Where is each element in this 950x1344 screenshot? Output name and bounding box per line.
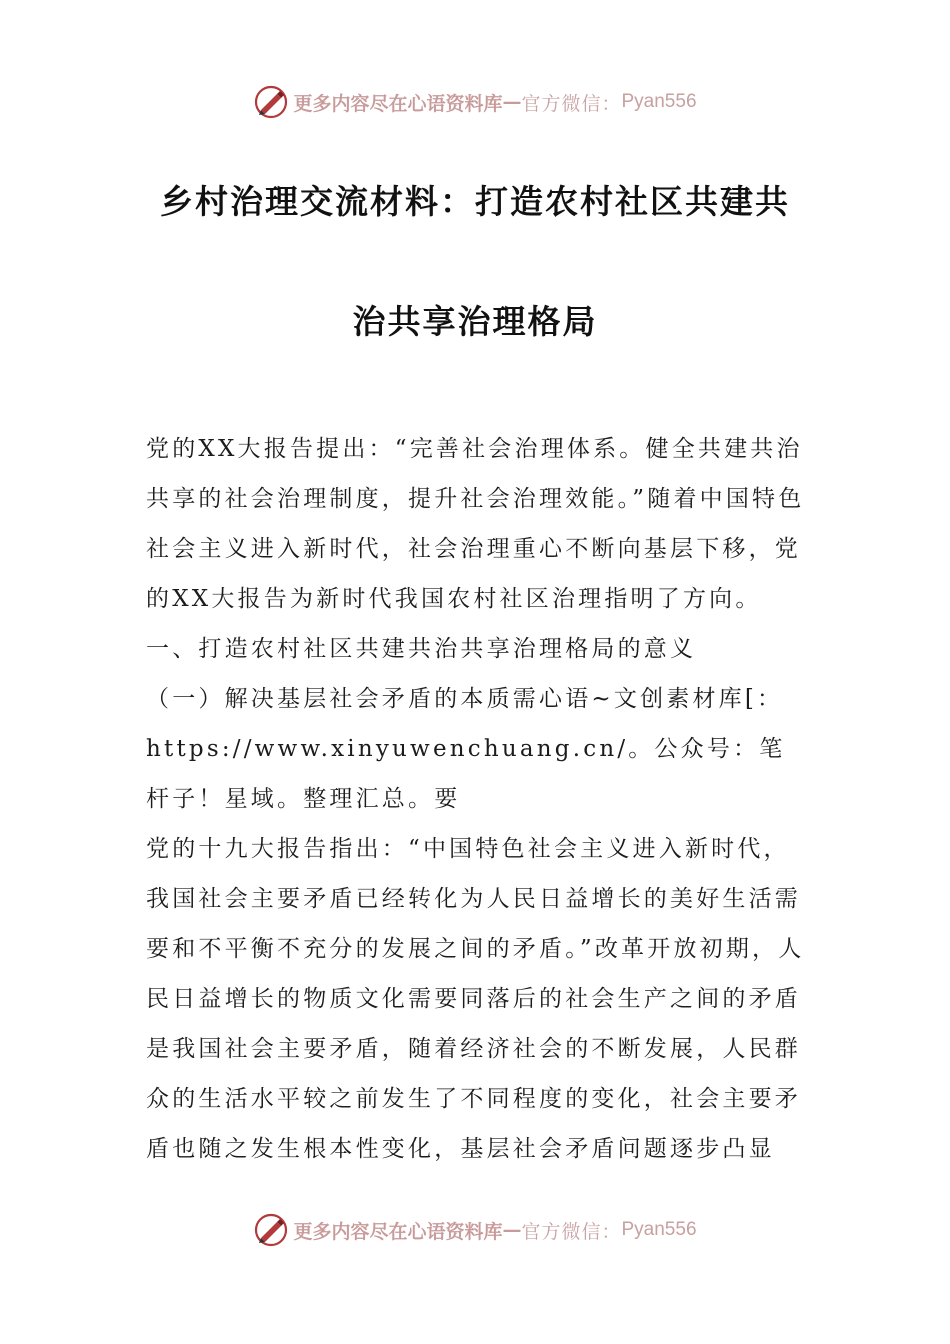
paragraph-main: 党的十九大报告指出：“中国特色社会主义进入新时代，我国社会主要矛盾已经转化为人民日益增长的美好生活需要和不平衡不充分的发展之间的矛盾。”改革开放初期，人民日益增长的物质文化需要同落后的社会生产之间的矛盾是我国社会主要矛盾，随着经济社会的不断发展，人民群众的生活水平较之前发生了不同程度的变化，社会主要矛盾也随之发生根本性变化，基层社会矛盾问题逐步凸显 (146, 836, 805, 1162)
watermark-dash: — (502, 91, 522, 113)
document-title-line-2: 治共享治理格局 (352, 302, 598, 341)
section-heading-1: 一、打造农村社区共建共治共享治理格局的意义 (146, 636, 697, 662)
watermark-brand: 更多内容尽在心语资料库 (293, 1220, 503, 1243)
watermark-wechat-id: Pyan556 (621, 1219, 697, 1240)
header-watermark (0, 80, 950, 124)
watermark-wechat-label: 官方微信： (521, 92, 622, 115)
watermark-dash: — (502, 1219, 522, 1241)
pen-logo-icon (253, 1212, 289, 1248)
document-body (146, 424, 810, 1174)
document-title-line-1: 乡村治理交流材料：打造农村社区共建共 (160, 182, 790, 221)
paragraph-intro: 党的XX大报告提出：“完善社会治理体系。健全共建共治共享的社会治理制度，提升社会治理效能。”随着中国特色社会主义进入新时代，社会治理重心不断向基层下移，党的XX大报告为新时代我国农村社区治理指明了方向。 (146, 436, 805, 612)
watermark-brand: 更多内容尽在心语资料库 (293, 92, 503, 115)
watermark-wechat-id: Pyan556 (621, 91, 697, 112)
watermark-wechat-label: 官方微信： (521, 1220, 622, 1243)
pen-logo-icon (253, 84, 289, 120)
subsection-heading-1: （一）解决基层社会矛盾的本质需心语~文创素材库[： (146, 686, 784, 712)
footer-watermark (0, 1208, 950, 1252)
source-note: https://www.xinyuwenchuang.cn/。公众号：笔杆子！星域。整理汇总。要 (146, 736, 786, 812)
